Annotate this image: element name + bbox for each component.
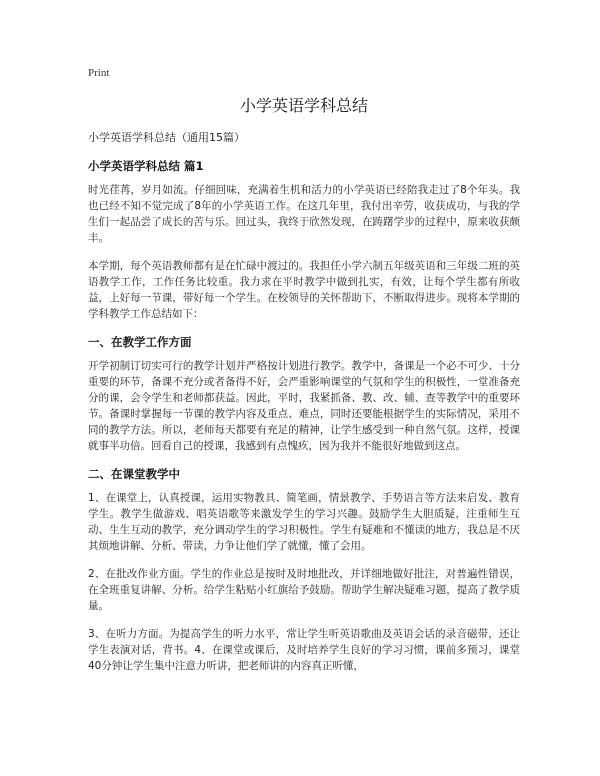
section-paragraph-teaching-work: 开学初制订切实可行的教学计划并严格按计划进行教学。教学中，备课是一个必不可少、十分重要的环节，备课不充分或者备得不好，会严重影响课堂的气氛和学生的积极性，一堂准备充分的课，会令学生和老师都获益。因此，平时，我紧抓备、教、改、辅、查等教学中的重要环节。备课时掌握每一节课的教学内容及重点、难点，同时还要能根据学生的实际情况，采用不同的教学方法。所以，老师每天都要有充足的精神，让学生感受到一种自然气氛。这样，授课就事半功倍。回看自己的授课，我感到有点愧疚，因为我并不能很好地做到这点。 <box>88 360 520 452</box>
classroom-paragraph-2: 2、在批改作业方面。学生的作业总是按时及时地批改，并详细地做好批注，对普遍性错误，在全班重复讲解、分析。给学生粘贴小红旗给予鼓励。帮助学生解决疑难习题，提高了教学质量。 <box>88 568 520 612</box>
section-heading-classroom: 二、在课堂教学中 <box>88 467 180 481</box>
print-link[interactable]: Print <box>88 67 110 79</box>
classroom-paragraph-1: 1、在课堂上，认真授课，运用实物教具、简笔画，情景教学、手势语言等方法来启发、教育学生。教学生做游戏、唱英语歌等来激发学生的学习兴趣。鼓励学生大胆质疑，注重师生互动、生生互动的教学，充分调动学生的学习积极性。学生有疑难和不懂读的地方，我总是不厌其烦地讲解、分析、带读，力争让他们学了就懂，懂了会用。 <box>88 492 520 552</box>
classroom-paragraph-3: 3、在听力方面。为提高学生的听力水平，常让学生听英语歌曲及英语会话的录音磁带，还让学生表演对话，背书。4、在课堂或课后，及时培养学生良好的学习习惯，课前多预习，课堂40分钟让学生集中注意力听讲，把老师讲的内容真正听懂， <box>88 628 520 672</box>
document-page <box>88 66 520 686</box>
article-heading: 小学英语学科总结 篇1 <box>88 159 204 173</box>
intro-paragraph-1: 时光荏苒，岁月如流。仔细回味，充满着生机和活力的小学英语已经陪我走过了8个年头。我也已经不知不觉完成了8年的小学英语工作。在这几年里，我付出辛劳，收获成功，与我的学生们一起品尝了成长的苦与乐。回过头，我终于欣然发现，在踌躇学步的过程中，原来收获颇丰。 <box>88 184 520 244</box>
document-title: 小学英语学科总结 <box>239 96 368 115</box>
section-heading-teaching-work: 一、在教学工作方面 <box>88 335 192 349</box>
intro-paragraph-2: 本学期，每个英语教师都有是在忙碌中渡过的。我担任小学六制五年级英语和三年级二班的英语教学工作，工作任务比较重。我力求在平时教学中做到扎实，有效，让每个学生都有所收益，上好每一节课，带好每一个学生。在校领导的关怀帮助下，不断取得进步。现将本学期的学科教学工作总结如下： <box>88 260 520 320</box>
document-subtitle: 小学英语学科总结（通用15篇） <box>88 131 245 144</box>
